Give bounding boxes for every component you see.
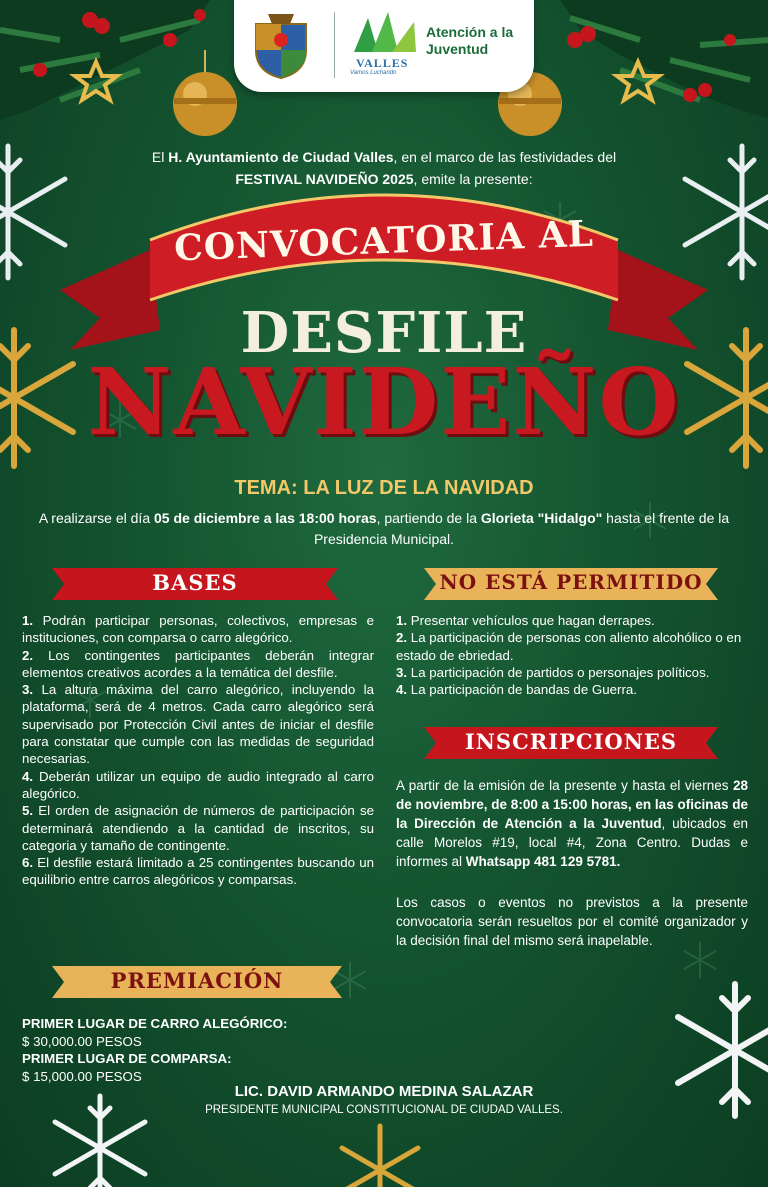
bases-heading: BASES xyxy=(152,570,238,595)
valles-logo xyxy=(346,12,424,80)
department-name: Atención a la Juventud xyxy=(426,24,514,57)
prize-amount: $ 15,000.00 PESOS xyxy=(22,1068,142,1084)
header-logo-card xyxy=(234,0,534,92)
list-item: 5. El orden de asignación de números de participación se determinará atendiendo a la cantidad de inscritos, su categoria y tamaño de contingente. xyxy=(22,803,374,853)
prize-title: PRIMER LUGAR DE COMPARSA: xyxy=(22,1051,232,1066)
signatory-name: LIC. DAVID ARMANDO MEDINA SALAZAR xyxy=(234,1083,534,1100)
inscripciones-text: A partir de la emisión de la presente y hasta el viernes 28 de noviembre, de 8:00 a 15:00 horas, en las oficinas de la Dirección de Atención a la Juventud, ubicados en calle Morelos #19, local #4, Zona Centro. Dudas e informes al Whatsapp 481 129 5781. xyxy=(396,778,748,869)
gold-ornament-left xyxy=(173,50,237,136)
event-date-text: A realizarse el día 05 de diciembre a las 18:00 horas, partiendo de la Glorieta "Hidalgo" hasta el frente de la Presidencia Municipal. xyxy=(38,510,730,547)
bases-list xyxy=(22,612,374,889)
pine-garland-right xyxy=(560,0,768,118)
city-crest-logo xyxy=(250,10,312,80)
title-desfile: DESFILE xyxy=(240,300,528,366)
list-item: 3. La participación de partidos o personajes políticos. xyxy=(396,664,710,680)
snowflake-gold-bottom xyxy=(342,1126,418,1187)
list-item: 6. El desfile estará limitado a 25 contingentes buscando un equilibrio entre carros alegóricos y comparsas. xyxy=(22,855,374,888)
list-item: 4. Deberán utilizar un equipo de audio integrado al carro alegórico. xyxy=(22,768,374,801)
premiacion-heading: PREMIACIÓN xyxy=(110,968,284,993)
prize-title: PRIMER LUGAR DE CARRO ALEGÓRICO: xyxy=(22,1016,288,1031)
no-permitido-heading: NO ESTÁ PERMITIDO xyxy=(439,570,703,594)
theme-heading: TEMA: LA LUZ DE LA NAVIDAD xyxy=(234,477,534,499)
prizes-list xyxy=(22,1015,287,1085)
casos-no-previstos-text: Los casos o eventos no previstos a la presente convocatoria serán resueltos por el comité organizador y la decisión final del mismo será inapelable. xyxy=(396,895,748,948)
list-item: 3. La altura máxima del carro alegórico, incluyendo la plataforma, será de 4 metros. Cada carro alegórico será supervisado por Protección Civil antes de iniciar el desfile para constatar que cumple con las medidas de seguridad necesarias. xyxy=(22,682,374,767)
list-item: 1. Podrán participar personas, colectivos, empresas e instituciones, con comparsa o carro alegórico. xyxy=(22,613,374,646)
valles-leaf-icon xyxy=(348,12,422,56)
inscripciones-heading: INSCRIPCIONES xyxy=(464,729,678,754)
valles-wordmark: VALLES xyxy=(356,56,409,70)
title-convocatoria: CONVOCATORIA AL xyxy=(173,212,595,270)
signatory-title: PRESIDENTE MUNICIPAL CONSTITUCIONAL DE CIUDAD VALLES. xyxy=(205,1104,563,1116)
list-item: 4. La participación de bandas de Guerra. xyxy=(396,682,637,698)
no-permitido-list xyxy=(396,612,748,698)
prize-amount: $ 30,000.00 PESOS xyxy=(22,1033,142,1049)
logo-divider xyxy=(334,12,335,78)
title-navideno: NAVIDEÑO xyxy=(87,348,681,456)
valles-slogan: Vamos Luchando xyxy=(350,70,397,76)
list-item: 2. La participación de personas con aliento alcohólico o en estado de ebriedad. xyxy=(396,630,742,663)
list-item: 2. Los contingentes participantes deberán integrar elementos creativos acordes a la temática del desfile. xyxy=(22,647,374,680)
list-item: 1. Presentar vehículos que hagan derrapes. xyxy=(396,613,655,628)
intro-text: El H. Ayuntamiento de Ciudad Valles, en el marco de las festividades del FESTIVAL NAVIDEÑO 2025, emite la presente: xyxy=(151,149,617,187)
